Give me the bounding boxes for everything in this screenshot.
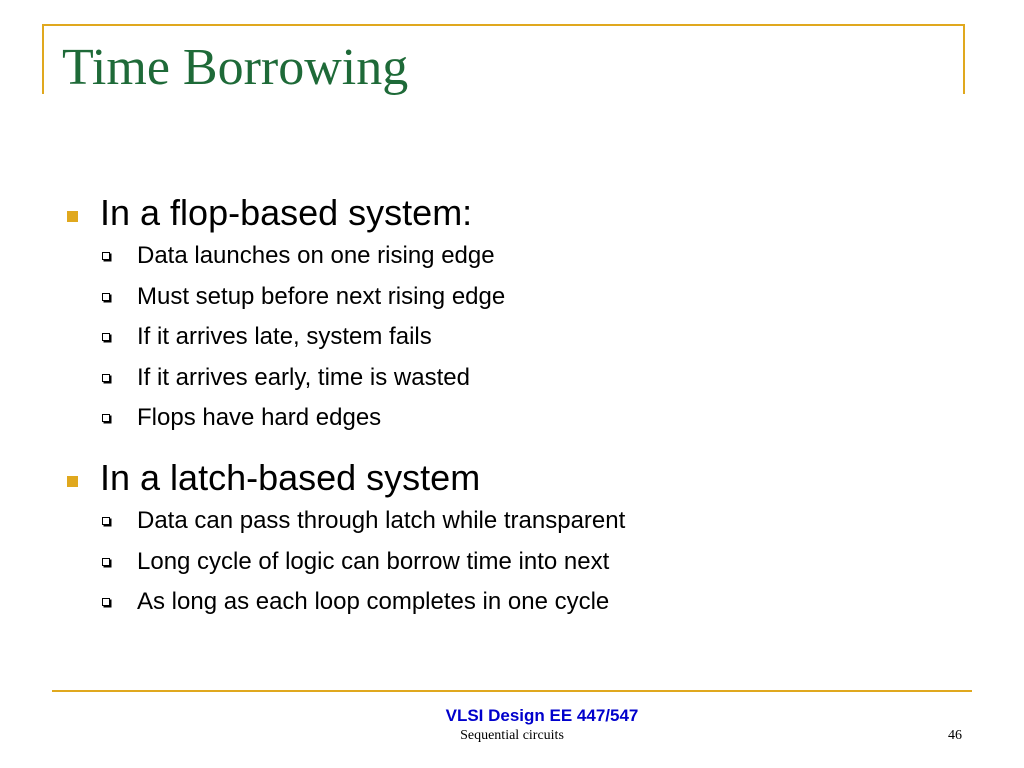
filled-square-bullet-icon	[67, 211, 78, 222]
sub-bullet-text: As long as each loop completes in one cycle	[137, 588, 610, 616]
bullet-flop-based-system	[62, 190, 962, 238]
bullet-heading: In a flop-based system:	[100, 192, 473, 233]
sub-bullet-text: Data launches on one rising edge	[137, 242, 495, 269]
sub-bullet	[62, 507, 962, 548]
sub-bullet-text: If it arrives early, time is wasted	[137, 363, 470, 391]
hollow-square-bullet-icon	[102, 414, 110, 422]
hollow-square-bullet-icon	[102, 558, 110, 566]
sub-bullet-text: Flops have hard edges	[137, 404, 382, 432]
title-frame-right-line	[963, 24, 965, 94]
slide-content	[62, 184, 962, 639]
sub-bullet	[62, 242, 962, 283]
sub-bullet	[62, 588, 962, 629]
hollow-square-bullet-icon	[102, 374, 110, 382]
sub-bullet-text: Long cycle of logic can borrow time into next	[137, 547, 610, 575]
sub-bullet-text: Data can pass through latch while transparent	[137, 506, 626, 534]
flop-based-sublist	[62, 242, 962, 445]
hollow-square-bullet-icon	[102, 252, 110, 260]
filled-square-bullet-icon	[67, 476, 78, 487]
sub-bullet-text: If it arrives late, system fails	[137, 323, 432, 351]
bullet-heading: In a latch-based system	[100, 456, 481, 498]
sub-bullet-text: Must setup before next rising edge	[137, 282, 506, 310]
sub-bullet	[62, 364, 962, 405]
footer-divider	[52, 690, 972, 692]
title-frame-left-line	[42, 24, 44, 94]
latch-based-sublist	[62, 507, 962, 629]
slide-title: Time Borrowing	[62, 39, 409, 96]
footer-course-title: VLSI Design EE 447/547	[445, 706, 639, 725]
footer-topic: Sequential circuits	[460, 728, 564, 743]
sub-bullet	[62, 283, 962, 324]
sub-bullet	[62, 323, 962, 364]
bullet-latch-based-system	[62, 455, 962, 503]
hollow-square-bullet-icon	[102, 293, 110, 301]
page-number: 46	[948, 728, 962, 743]
sub-bullet	[62, 548, 962, 589]
title-frame-top-line	[42, 24, 965, 26]
sub-bullet	[62, 404, 962, 445]
hollow-square-bullet-icon	[102, 333, 110, 341]
hollow-square-bullet-icon	[102, 517, 110, 525]
hollow-square-bullet-icon	[102, 598, 110, 606]
